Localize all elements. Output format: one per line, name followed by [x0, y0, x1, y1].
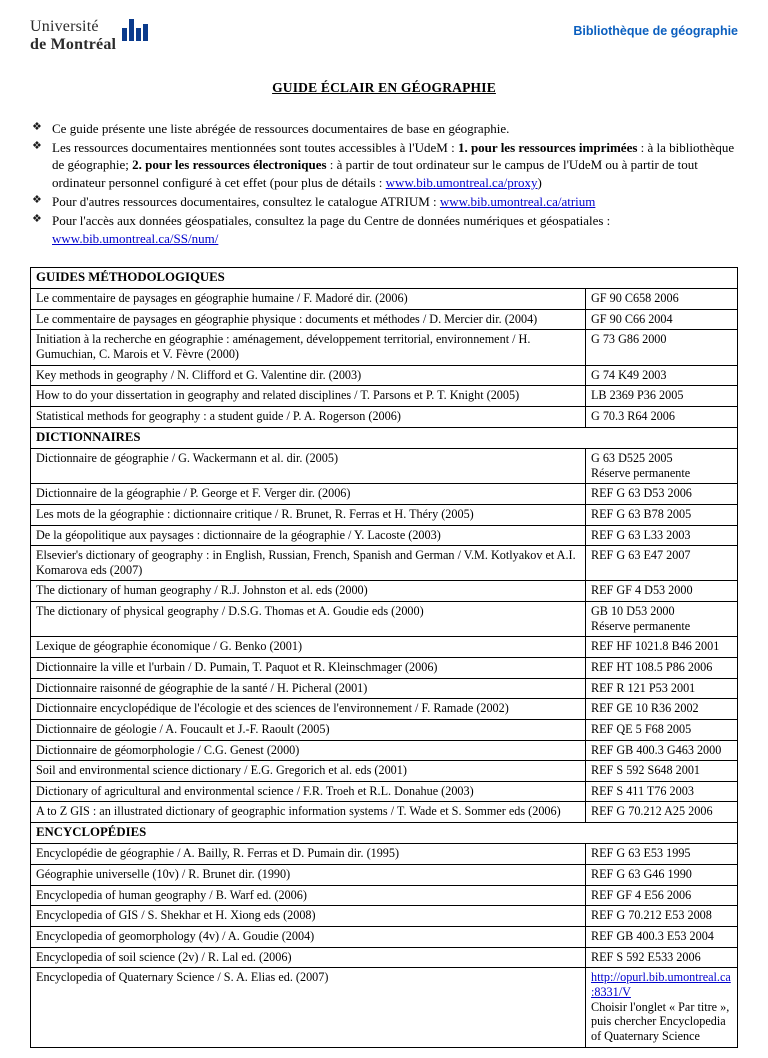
table-row	[31, 719, 738, 740]
resource-title: Dictionnaire de la géographie / P. George et F. Verger dir. (2006)	[31, 484, 586, 505]
table-row	[31, 740, 738, 761]
table-row	[31, 927, 738, 948]
resource-title: De la géopolitique aux paysages : dictionnaire de la géographie / Y. Lacoste (2003)	[31, 525, 586, 546]
page-header	[30, 18, 738, 54]
resource-title: Initiation à la recherche en géographie : aménagement, développement territorial, environnement / H. Gumuchian, C. Marois et V. Fèvre (2000)	[31, 330, 586, 365]
resource-call-number	[585, 330, 737, 365]
call-number-line: REF G 63 E47 2007	[590, 548, 691, 563]
resource-title: Key methods in geography / N. Clifford et G. Valentine dir. (2003)	[31, 365, 586, 386]
resource-call-number	[585, 761, 737, 782]
resource-title: Encyclopedia of Quaternary Science / S. A. Elias ed. (2007)	[31, 968, 586, 1047]
intro-bullets	[30, 120, 738, 247]
diamond-bullet-icon: ❖	[32, 213, 42, 226]
table-row	[31, 602, 738, 637]
intro-bullet	[30, 139, 738, 191]
resource-title: The dictionary of physical geography / D.S.G. Thomas et A. Goudie eds (2000)	[31, 602, 586, 637]
diamond-bullet-icon: ❖	[32, 193, 42, 206]
table-row	[31, 504, 738, 525]
resource-title: How to do your dissertation in geography and related disciplines / T. Parsons et P. T. Knight (2005)	[31, 386, 586, 407]
table-row	[31, 309, 738, 330]
table-section-label: ENCYCLOPÉDIES	[31, 823, 738, 844]
call-number-line: REF S 592 S648 2001	[590, 763, 701, 778]
table-row	[31, 637, 738, 658]
table-row	[31, 865, 738, 886]
call-number-line: REF G 70.212 E53 2008	[590, 908, 712, 923]
table-row	[31, 885, 738, 906]
resource-title: Dictionnaire de géologie / A. Foucault et J.-F. Raoult (2005)	[31, 719, 586, 740]
resource-title: Lexique de géographie économique / G. Benko (2001)	[31, 637, 586, 658]
table-row	[31, 448, 738, 483]
university-line1: Université	[30, 18, 99, 35]
resource-call-number	[585, 658, 737, 679]
call-number-line: G 63 D525 2005	[590, 450, 673, 465]
resource-title: Les mots de la géographie : dictionnaire critique / R. Brunet, R. Ferras et H. Théry (2005)	[31, 504, 586, 525]
resource-title: Encyclopedia of geomorphology (4v) / A. Goudie (2004)	[31, 927, 586, 948]
resource-call-number	[585, 906, 737, 927]
resource-title: Encyclopédie de géographie / A. Bailly, R. Ferras et D. Pumain dir. (1995)	[31, 844, 586, 865]
intro-text: Pour l'accès aux données géospatiales, consultez la page du Centre de données numériques et géospatiales :	[52, 213, 611, 229]
resource-call-number	[585, 525, 737, 546]
table-row	[31, 330, 738, 365]
call-number-line: GB 10 D53 2000	[590, 604, 675, 619]
call-number-line: G 73 G86 2000	[590, 332, 667, 347]
university-line2: de Montréal	[30, 35, 117, 53]
udem-logo	[30, 18, 148, 54]
resource-call-number	[585, 968, 737, 1047]
resources-table	[30, 267, 738, 1048]
resource-call-number	[585, 637, 737, 658]
resource-call-number	[585, 504, 737, 525]
call-number-line: REF S 411 T76 2003	[590, 783, 694, 798]
intro-emphasis: 2. pour les ressources électroniques	[132, 157, 327, 173]
table-row	[31, 906, 738, 927]
call-number-line: GF 90 C66 2004	[590, 311, 673, 326]
intro-text: Pour d'autres ressources documentaires, consultez le catalogue ATRIUM :	[52, 193, 440, 209]
resource-title: Statistical methods for geography : a student guide / P. A. Rogerson (2006)	[31, 406, 586, 427]
resource-call-number	[585, 678, 737, 699]
diamond-bullet-icon: ❖	[32, 140, 42, 153]
resource-call-number	[585, 602, 737, 637]
call-number-line: REF G 70.212 A25 2006	[590, 804, 713, 819]
table-row	[31, 406, 738, 427]
call-number-line: REF GF 4 E56 2006	[590, 887, 692, 902]
call-number-line: G 74 K49 2003	[590, 367, 667, 382]
table-row	[31, 947, 738, 968]
resource-call-number	[585, 448, 737, 483]
table-row	[31, 386, 738, 407]
table-row	[31, 581, 738, 602]
resource-title: Dictionnaire de géographie / G. Wackermann et al. dir. (2005)	[31, 448, 586, 483]
call-number-line: Réserve permanente	[590, 618, 691, 633]
call-number-line: REF G 63 E53 1995	[590, 846, 691, 861]
intro-bullet	[30, 193, 738, 210]
table-section-row	[31, 427, 738, 448]
table-row	[31, 289, 738, 310]
resource-call-number	[585, 719, 737, 740]
intro-bullet	[30, 212, 738, 247]
resource-title: Géographie universelle (10v) / R. Brunet dir. (1990)	[31, 865, 586, 886]
table-row	[31, 761, 738, 782]
call-number-line: REF G 63 L33 2003	[590, 527, 691, 542]
intro-text: : à partir de tout ordinateur sur le campus de l'UdeM ou à partir de tout ordinateur personnel configuré à cet effet (pour plus de détails :	[52, 157, 698, 190]
udem-logo-text	[30, 18, 116, 54]
library-title: Bibliothèque de géographie	[573, 24, 738, 38]
table-row	[31, 699, 738, 720]
intro-text: Les ressources documentaires mentionnées sont toutes accessibles à l'UdeM :	[52, 140, 458, 156]
resource-title: The dictionary of human geography / R.J. Johnston et al. eds (2000)	[31, 581, 586, 602]
call-number-line: REF S 592 E533 2006	[590, 949, 701, 964]
table-section-label: DICTIONNAIRES	[31, 427, 738, 448]
call-number-line: REF GE 10 R36 2002	[590, 701, 699, 716]
intro-text: Ce guide présente une liste abrégée de ressources documentaires de base en géographie.	[52, 120, 510, 136]
call-number-line: REF G 63 G46 1990	[590, 867, 692, 882]
resource-title: Dictionnaire de géomorphologie / C.G. Genest (2000)	[31, 740, 586, 761]
resource-call-number	[585, 406, 737, 427]
resource-call-number	[585, 865, 737, 886]
call-number-line: REF QE 5 F68 2005	[590, 721, 692, 736]
resource-title: A to Z GIS : an illustrated dictionary of geographic information systems / T. Wade et S. Sommer eds (2006)	[31, 802, 586, 823]
resource-title: Dictionary of agricultural and environmental science / F.R. Troeh et R.L. Donahue (2003)	[31, 781, 586, 802]
diamond-bullet-icon: ❖	[32, 120, 42, 133]
table-row	[31, 678, 738, 699]
table-section-label: GUIDES MÉTHODOLOGIQUES	[31, 267, 738, 288]
call-number-line: Réserve permanente	[590, 465, 691, 480]
intro-link[interactable]: www.bib.umontreal.ca/atrium	[439, 193, 596, 209]
resource-title: Dictionnaire raisonné de géographie de la santé / H. Picheral (2001)	[31, 678, 586, 699]
call-number-line: G 70.3 R64 2006	[590, 408, 675, 423]
resource-call-number	[585, 365, 737, 386]
resource-title: Le commentaire de paysages en géographie humaine / F. Madoré dir. (2006)	[31, 289, 586, 310]
table-row	[31, 781, 738, 802]
intro-text: : à la bibliothèque de géographie;	[52, 140, 735, 173]
call-number-line: LB 2369 P36 2005	[590, 388, 684, 403]
intro-emphasis: 1. pour les ressources imprimées	[457, 140, 638, 156]
resource-title: Dictionnaire la ville et l'urbain / D. Pumain, T. Paquot et R. Kleinschmager (2006)	[31, 658, 586, 679]
call-number-line: REF GB 400.3 G463 2000	[590, 742, 722, 757]
call-number-line: GF 90 C658 2006	[590, 291, 679, 306]
table-row	[31, 658, 738, 679]
resource-title: Le commentaire de paysages en géographie physique : documents et méthodes / D. Mercier dir. (2004)	[31, 309, 586, 330]
resources-table-body	[31, 267, 738, 1047]
call-number-line: REF GF 4 D53 2000	[590, 583, 693, 598]
resource-title: Elsevier's dictionary of geography : in English, Russian, French, Spanish and German / V.M. Kotlyakov et A.I. Komarova eds (2007)	[31, 546, 586, 581]
table-section-row	[31, 267, 738, 288]
resource-call-number	[585, 740, 737, 761]
table-row	[31, 525, 738, 546]
intro-link[interactable]: www.bib.umontreal.ca/SS/num/	[52, 230, 219, 246]
resource-title: Dictionnaire encyclopédique de l'écologie et des sciences de l'environnement / F. Ramade (2002)	[31, 699, 586, 720]
resource-title: Encyclopedia of human geography / B. Warf ed. (2006)	[31, 885, 586, 906]
resource-title: Soil and environmental science dictionary / E.G. Gregorich et al. eds (2001)	[31, 761, 586, 782]
resource-call-number	[585, 546, 737, 581]
resource-call-number	[585, 699, 737, 720]
table-row	[31, 844, 738, 865]
resource-title: Encyclopedia of soil science (2v) / R. Lal ed. (2006)	[31, 947, 586, 968]
resource-call-number	[585, 484, 737, 505]
resource-access-note: Choisir l'onglet « Par titre », puis chercher Encyclopedia of Quaternary Science	[590, 999, 730, 1043]
call-number-line: REF HT 108.5 P86 2006	[590, 660, 713, 674]
table-row	[31, 484, 738, 505]
resource-call-number	[585, 289, 737, 310]
resource-call-number	[585, 309, 737, 330]
call-number-line: REF GB 400.3 E53 2004	[590, 929, 714, 944]
resource-call-number	[585, 885, 737, 906]
table-section-row	[31, 823, 738, 844]
table-row	[31, 968, 738, 1047]
resource-call-number	[585, 581, 737, 602]
udem-logo-mark-icon	[122, 19, 148, 41]
table-row	[31, 546, 738, 581]
intro-link[interactable]: www.bib.umontreal.ca/proxy	[385, 174, 538, 190]
resource-call-number	[585, 781, 737, 802]
page-title: GUIDE ÉCLAIR EN GÉOGRAPHIE	[272, 79, 496, 95]
resource-call-number	[585, 802, 737, 823]
call-number-line: REF R 121 P53 2001	[590, 680, 696, 695]
resource-access-link[interactable]: http://opurl.bib.umontreal.ca:8331/V	[590, 970, 731, 999]
table-row	[31, 365, 738, 386]
call-number-line: REF HF 1021.8 B46 2001	[590, 639, 720, 654]
intro-text: )	[537, 174, 542, 190]
resource-call-number	[585, 947, 737, 968]
resource-call-number	[585, 927, 737, 948]
resource-title: Encyclopedia of GIS / S. Shekhar et H. Xiong eds (2008)	[31, 906, 586, 927]
resource-call-number	[585, 844, 737, 865]
resource-call-number	[585, 386, 737, 407]
table-row	[31, 802, 738, 823]
call-number-line: REF G 63 B78 2005	[590, 506, 692, 521]
call-number-line: REF G 63 D53 2006	[590, 486, 692, 501]
intro-bullet	[30, 120, 738, 137]
